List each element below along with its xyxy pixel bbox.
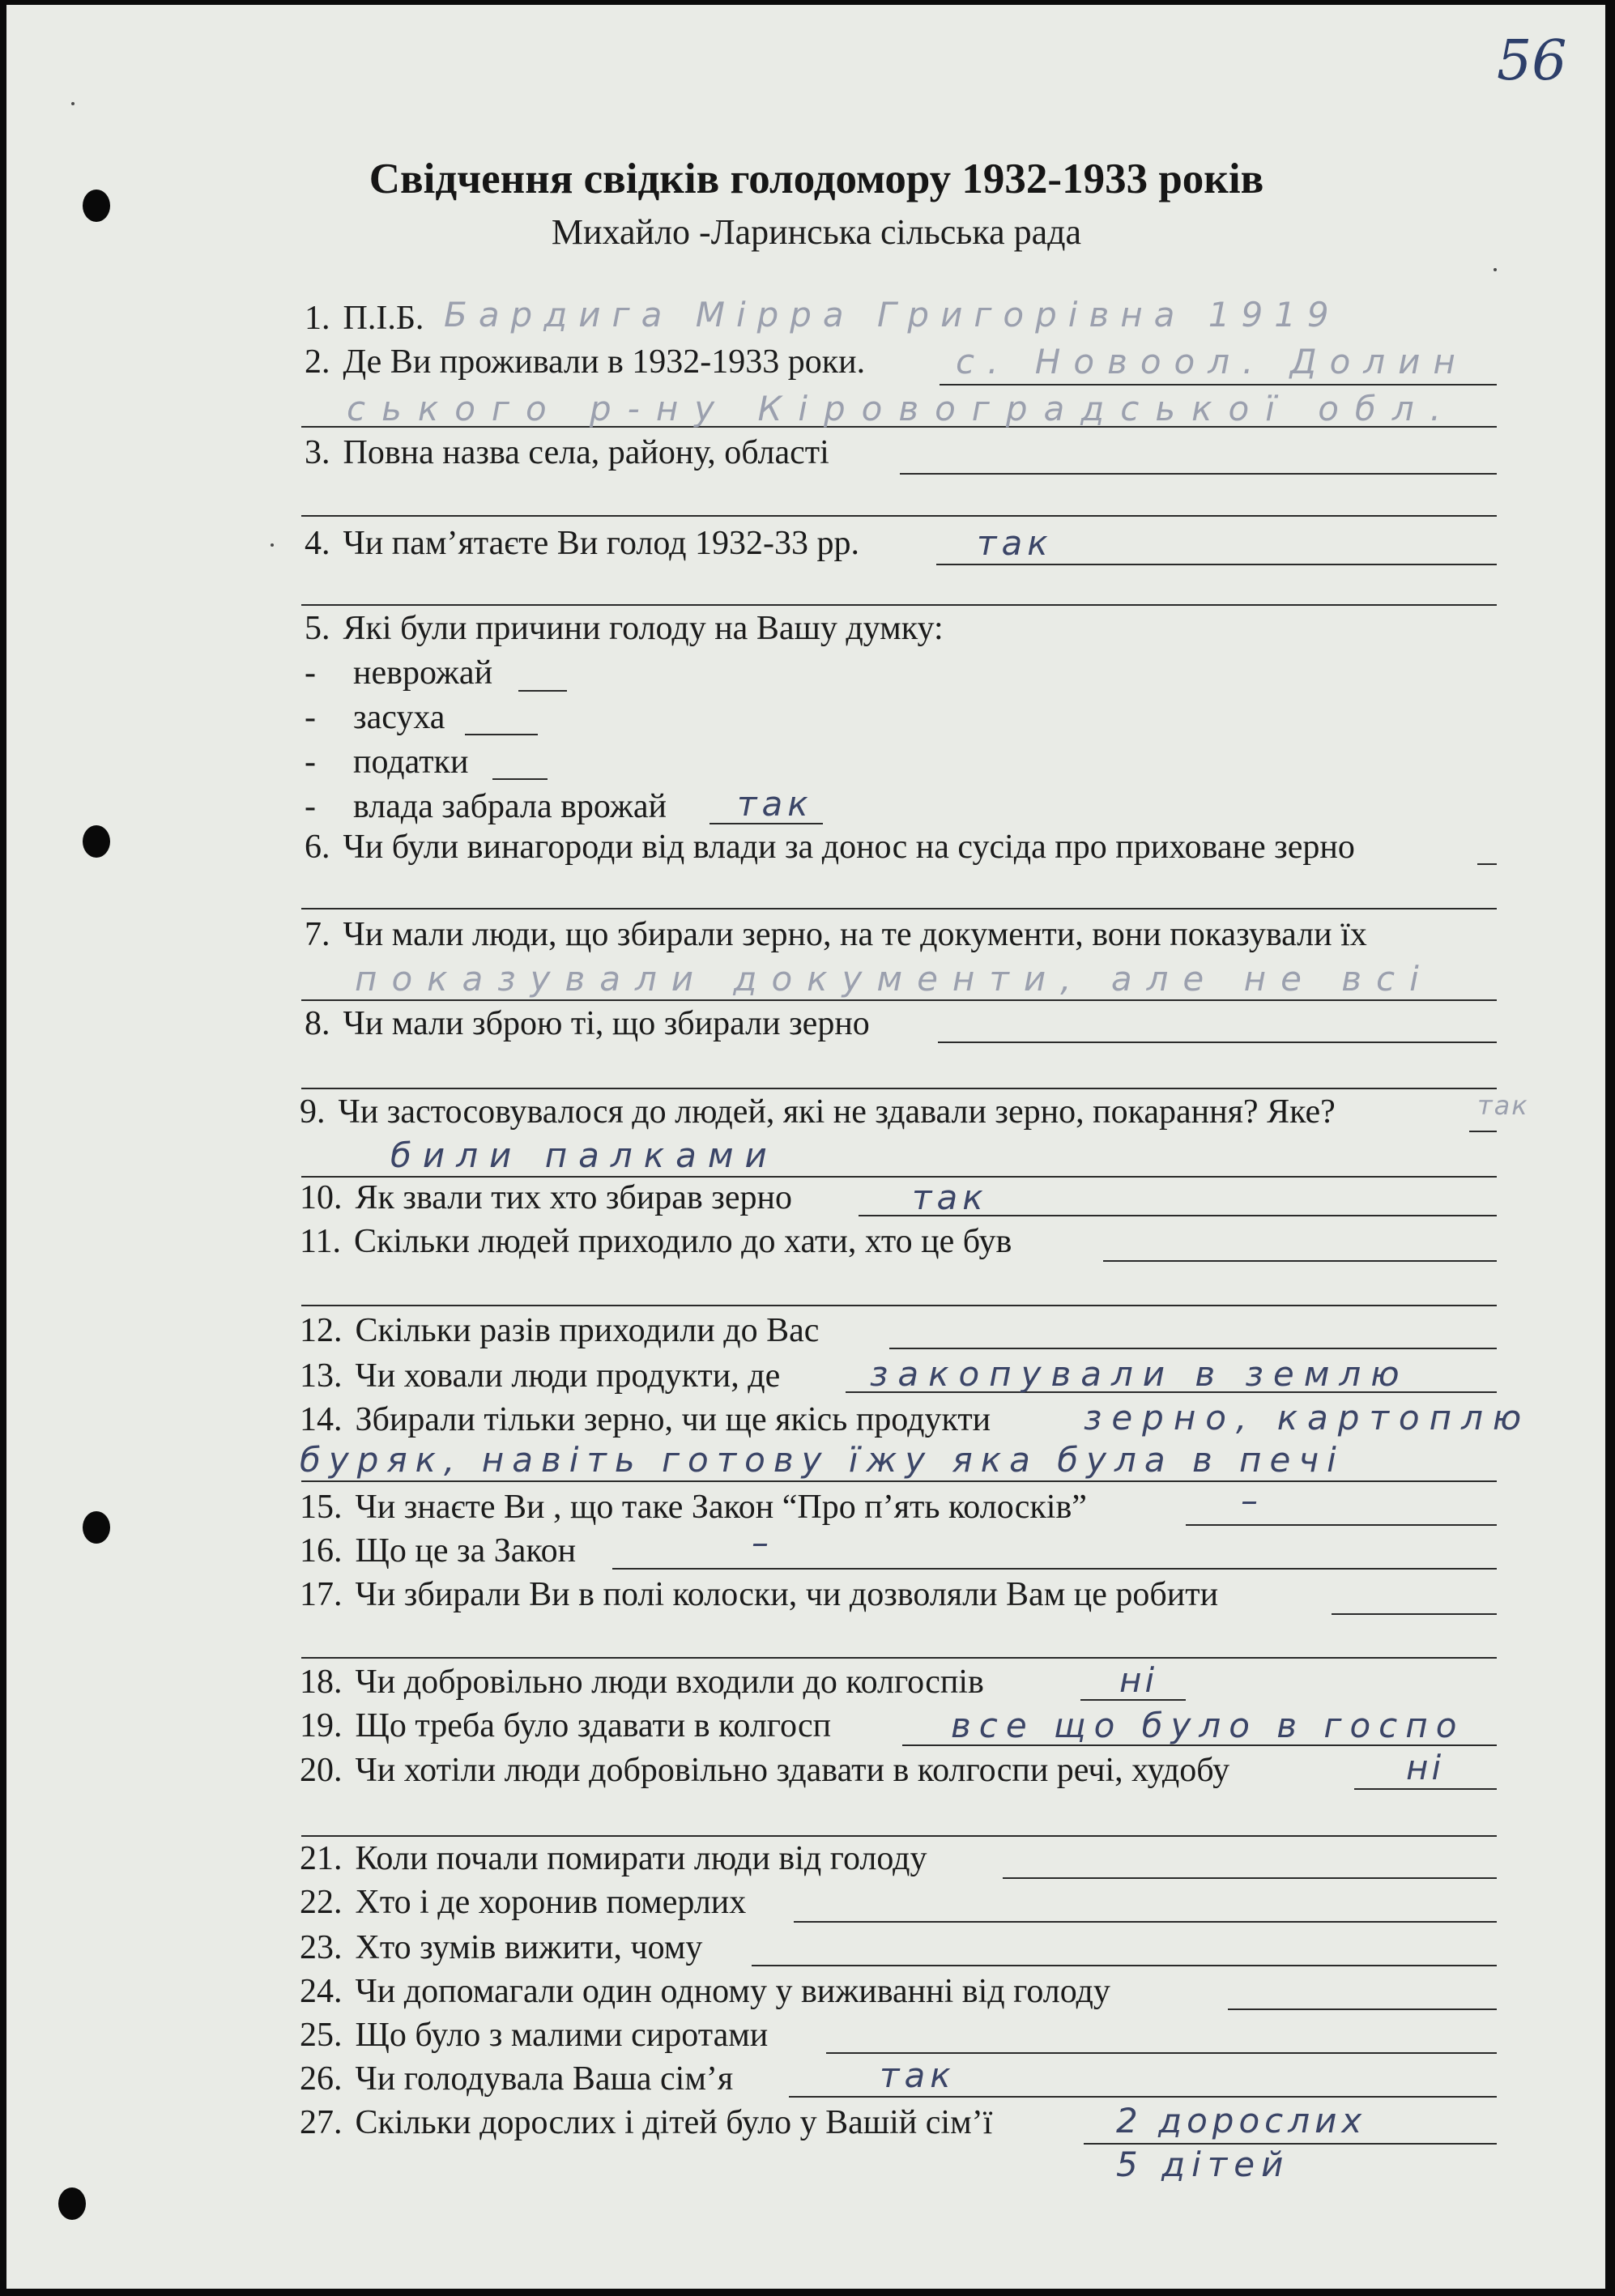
answer-line bbox=[301, 908, 1497, 909]
answer-1: Бардига Мірра Григорівна 1919 bbox=[444, 295, 1340, 334]
answer-line bbox=[301, 604, 1497, 606]
question-text: Що треба було здавати в колгосп bbox=[355, 1707, 832, 1744]
question-text: Чи мали люди, що збирали зерно, на те документи, вони показували їх bbox=[343, 916, 1367, 953]
binder-hole bbox=[83, 1511, 110, 1544]
question-text: Хто зумів вижити, чому bbox=[355, 1929, 703, 1966]
question-text: Скільки разів приходили до Вас bbox=[355, 1312, 820, 1349]
question-number: 22. bbox=[300, 1884, 343, 1921]
answer-line bbox=[1332, 1613, 1497, 1615]
question-text: Чи застосовувалося до людей, які не здавали зерно, покарання? Яке? bbox=[338, 1093, 1336, 1131]
page-subtitle: Михайло -Ларинська сільська рада bbox=[551, 212, 1082, 252]
question-text: Як звали тих хто збирав зерно bbox=[355, 1179, 792, 1216]
question-13 bbox=[300, 1356, 780, 1396]
question-number: 3. bbox=[305, 434, 330, 471]
answer-4: так bbox=[977, 523, 1053, 563]
cause-option bbox=[305, 786, 667, 827]
question-text: Чи допомагали один одному у виживанні від голоду bbox=[355, 1973, 1110, 2010]
question-26 bbox=[300, 2059, 733, 2099]
question-text: Повна назва села, району, області bbox=[343, 434, 829, 471]
answer-27: 2 дорослих bbox=[1116, 2101, 1367, 2141]
answer-line bbox=[936, 564, 1497, 565]
cause-label: засуха bbox=[353, 699, 445, 736]
answer-line bbox=[789, 2096, 1497, 2098]
answer-line bbox=[889, 1348, 1497, 1349]
question-number: 25. bbox=[300, 2017, 343, 2054]
answer-14: зерно, картоплю bbox=[1084, 1398, 1532, 1438]
question-15 bbox=[300, 1487, 1087, 1527]
answer-2: с. Новоол. Долин bbox=[956, 342, 1468, 381]
answer-line bbox=[1186, 1524, 1497, 1526]
answer-9-continued: били палками bbox=[390, 1135, 778, 1175]
answer-line bbox=[794, 1921, 1497, 1923]
question-text: Скільки дорослих і дітей було у Вашій сім’ї bbox=[355, 2104, 993, 2141]
question-number: 7. bbox=[305, 916, 330, 953]
question-11 bbox=[300, 1221, 1012, 1262]
answer-line bbox=[1003, 1877, 1497, 1879]
answer-line bbox=[301, 1657, 1497, 1659]
page-title: Свідчення свідків голодомору 1932-1933 років bbox=[369, 155, 1264, 202]
question-text: П.І.Б. bbox=[343, 300, 424, 337]
answer-5: так bbox=[737, 784, 813, 824]
answer-line bbox=[612, 1568, 1497, 1570]
question-text: Коли почали помирати люди від голоду bbox=[355, 1840, 927, 1877]
answer-line bbox=[1469, 1131, 1497, 1132]
dash: - bbox=[305, 743, 316, 781]
scan-speck bbox=[271, 543, 274, 547]
answer-line bbox=[301, 999, 1497, 1001]
question-18 bbox=[300, 1662, 984, 1702]
question-number: 10. bbox=[300, 1179, 343, 1216]
question-17 bbox=[300, 1574, 1218, 1615]
question-text: Чи знаєте Ви , що таке Закон “Про п’ять колосків” bbox=[355, 1489, 1087, 1526]
question-text: Що було з малими сиротами bbox=[355, 2017, 769, 2054]
question-16 bbox=[300, 1531, 576, 1571]
answer-line bbox=[301, 1480, 1497, 1482]
answer-19: все що було в госпо bbox=[951, 1706, 1465, 1745]
answer-9: так bbox=[1477, 1090, 1529, 1121]
answer-line bbox=[301, 1088, 1497, 1089]
answer-27-continued: 5 дітей bbox=[1116, 2145, 1290, 2184]
answer-16: – bbox=[752, 1523, 777, 1562]
question-8 bbox=[305, 1003, 870, 1044]
question-text: Хто і де хоронив померлих bbox=[355, 1884, 747, 1921]
question-5 bbox=[305, 608, 944, 649]
question-number: 13. bbox=[300, 1357, 343, 1395]
answer-26: так bbox=[880, 2055, 956, 2095]
answer-18: ні bbox=[1119, 1660, 1158, 1700]
cause-label: влада забрала врожай bbox=[353, 788, 667, 825]
question-number: 18. bbox=[300, 1663, 343, 1701]
answer-15: – bbox=[1241, 1480, 1266, 1520]
answer-line bbox=[1103, 1260, 1497, 1262]
answer-2-continued: ського р-ну Кіровоградської обл. bbox=[347, 389, 1458, 428]
question-6 bbox=[305, 827, 1355, 867]
question-number: 24. bbox=[300, 1973, 343, 2010]
binder-hole bbox=[83, 825, 110, 858]
question-number: 5. bbox=[305, 610, 330, 647]
page-number: 56 bbox=[1497, 29, 1567, 93]
scan-speck bbox=[1494, 268, 1497, 271]
binder-hole bbox=[58, 2187, 86, 2220]
question-number: 17. bbox=[300, 1576, 343, 1613]
answer-line bbox=[1477, 863, 1497, 865]
cause-label: неврожай bbox=[353, 654, 493, 692]
question-21 bbox=[300, 1838, 927, 1879]
dash: - bbox=[305, 699, 316, 736]
answer-line bbox=[1354, 1788, 1497, 1790]
question-number: 26. bbox=[300, 2060, 343, 2098]
question-24 bbox=[300, 1971, 1110, 2012]
question-1 bbox=[305, 298, 424, 339]
question-text: Чи голодувала Ваша сім’я bbox=[355, 2060, 734, 2098]
question-20 bbox=[300, 1750, 1229, 1791]
answer-line bbox=[492, 778, 548, 780]
question-22 bbox=[300, 1882, 746, 1923]
answer-13: закопували в землю bbox=[870, 1354, 1409, 1394]
answer-line bbox=[940, 384, 1497, 386]
question-4 bbox=[305, 523, 859, 564]
question-text: Чи ховали люди продукти, де bbox=[355, 1357, 781, 1395]
question-23 bbox=[300, 1928, 702, 1968]
question-text: Які були причини голоду на Вашу думку: bbox=[343, 610, 944, 647]
answer-7: показували документи, але не всі bbox=[355, 959, 1434, 999]
question-25 bbox=[300, 2015, 768, 2055]
question-text: Чи мали зброю ті, що збирали зерно bbox=[343, 1005, 870, 1042]
question-number: 16. bbox=[300, 1532, 343, 1570]
cause-option bbox=[305, 742, 468, 782]
question-number: 8. bbox=[305, 1005, 330, 1042]
question-text: Чи хотіли люди добровільно здавати в колгоспи речі, худобу bbox=[355, 1752, 1230, 1789]
question-number: 11. bbox=[300, 1223, 341, 1260]
question-number: 9. bbox=[300, 1093, 326, 1131]
answer-line bbox=[938, 1042, 1497, 1043]
answer-line bbox=[465, 734, 538, 735]
question-number: 4. bbox=[305, 525, 330, 562]
question-text: Збирали тільки зерно, чи ще якісь продукти bbox=[355, 1401, 991, 1438]
answer-20: ні bbox=[1406, 1748, 1445, 1787]
question-14 bbox=[300, 1399, 991, 1440]
question-number: 15. bbox=[300, 1489, 343, 1526]
question-text: Що це за Закон bbox=[355, 1532, 577, 1570]
dash: - bbox=[305, 788, 316, 825]
question-2 bbox=[305, 342, 865, 382]
question-text: Скільки людей приходило до хати, хто це був bbox=[353, 1223, 1012, 1260]
question-number: 1. bbox=[305, 300, 330, 337]
question-19 bbox=[300, 1706, 831, 1746]
question-number: 20. bbox=[300, 1752, 343, 1789]
question-number: 23. bbox=[300, 1929, 343, 1966]
document-page bbox=[6, 5, 1605, 2289]
answer-line bbox=[752, 1965, 1497, 1966]
question-number: 19. bbox=[300, 1707, 343, 1744]
question-9 bbox=[300, 1092, 1336, 1132]
question-number: 6. bbox=[305, 829, 330, 866]
question-text: Чи збирали Ви в полі колоски, чи дозволяли Вам це робити bbox=[355, 1576, 1219, 1613]
question-number: 27. bbox=[300, 2104, 343, 2141]
answer-line bbox=[301, 1835, 1497, 1837]
cause-label: податки bbox=[353, 743, 469, 781]
question-text: Чи добровільно люди входили до колгоспів bbox=[355, 1663, 984, 1701]
answer-line bbox=[900, 473, 1497, 475]
answer-line bbox=[1228, 2008, 1497, 2010]
question-number: 2. bbox=[305, 343, 330, 381]
question-text: Чи пам’ятаєте Ви голод 1932-33 рр. bbox=[343, 525, 860, 562]
question-text: Чи були винагороди від влади за донос на сусіда про приховане зерно bbox=[343, 829, 1355, 866]
answer-line bbox=[826, 2052, 1497, 2054]
question-text: Де Ви проживали в 1932-1933 роки. bbox=[343, 343, 866, 381]
answer-line bbox=[518, 690, 567, 692]
question-3 bbox=[305, 432, 829, 473]
scan-speck bbox=[71, 102, 75, 105]
question-number: 12. bbox=[300, 1312, 343, 1349]
answer-line bbox=[301, 515, 1497, 517]
question-7 bbox=[305, 914, 1367, 955]
question-number: 21. bbox=[300, 1840, 343, 1877]
dash: - bbox=[305, 654, 316, 692]
answer-line bbox=[301, 1305, 1497, 1306]
answer-14-continued: буряк, навіть готову їжу яка була в печі bbox=[300, 1440, 1344, 1480]
cause-option bbox=[305, 697, 445, 738]
question-10 bbox=[300, 1178, 792, 1218]
question-27 bbox=[300, 2102, 992, 2143]
answer-10: так bbox=[912, 1178, 988, 1217]
question-number: 14. bbox=[300, 1401, 343, 1438]
question-12 bbox=[300, 1310, 819, 1351]
cause-option bbox=[305, 653, 492, 693]
